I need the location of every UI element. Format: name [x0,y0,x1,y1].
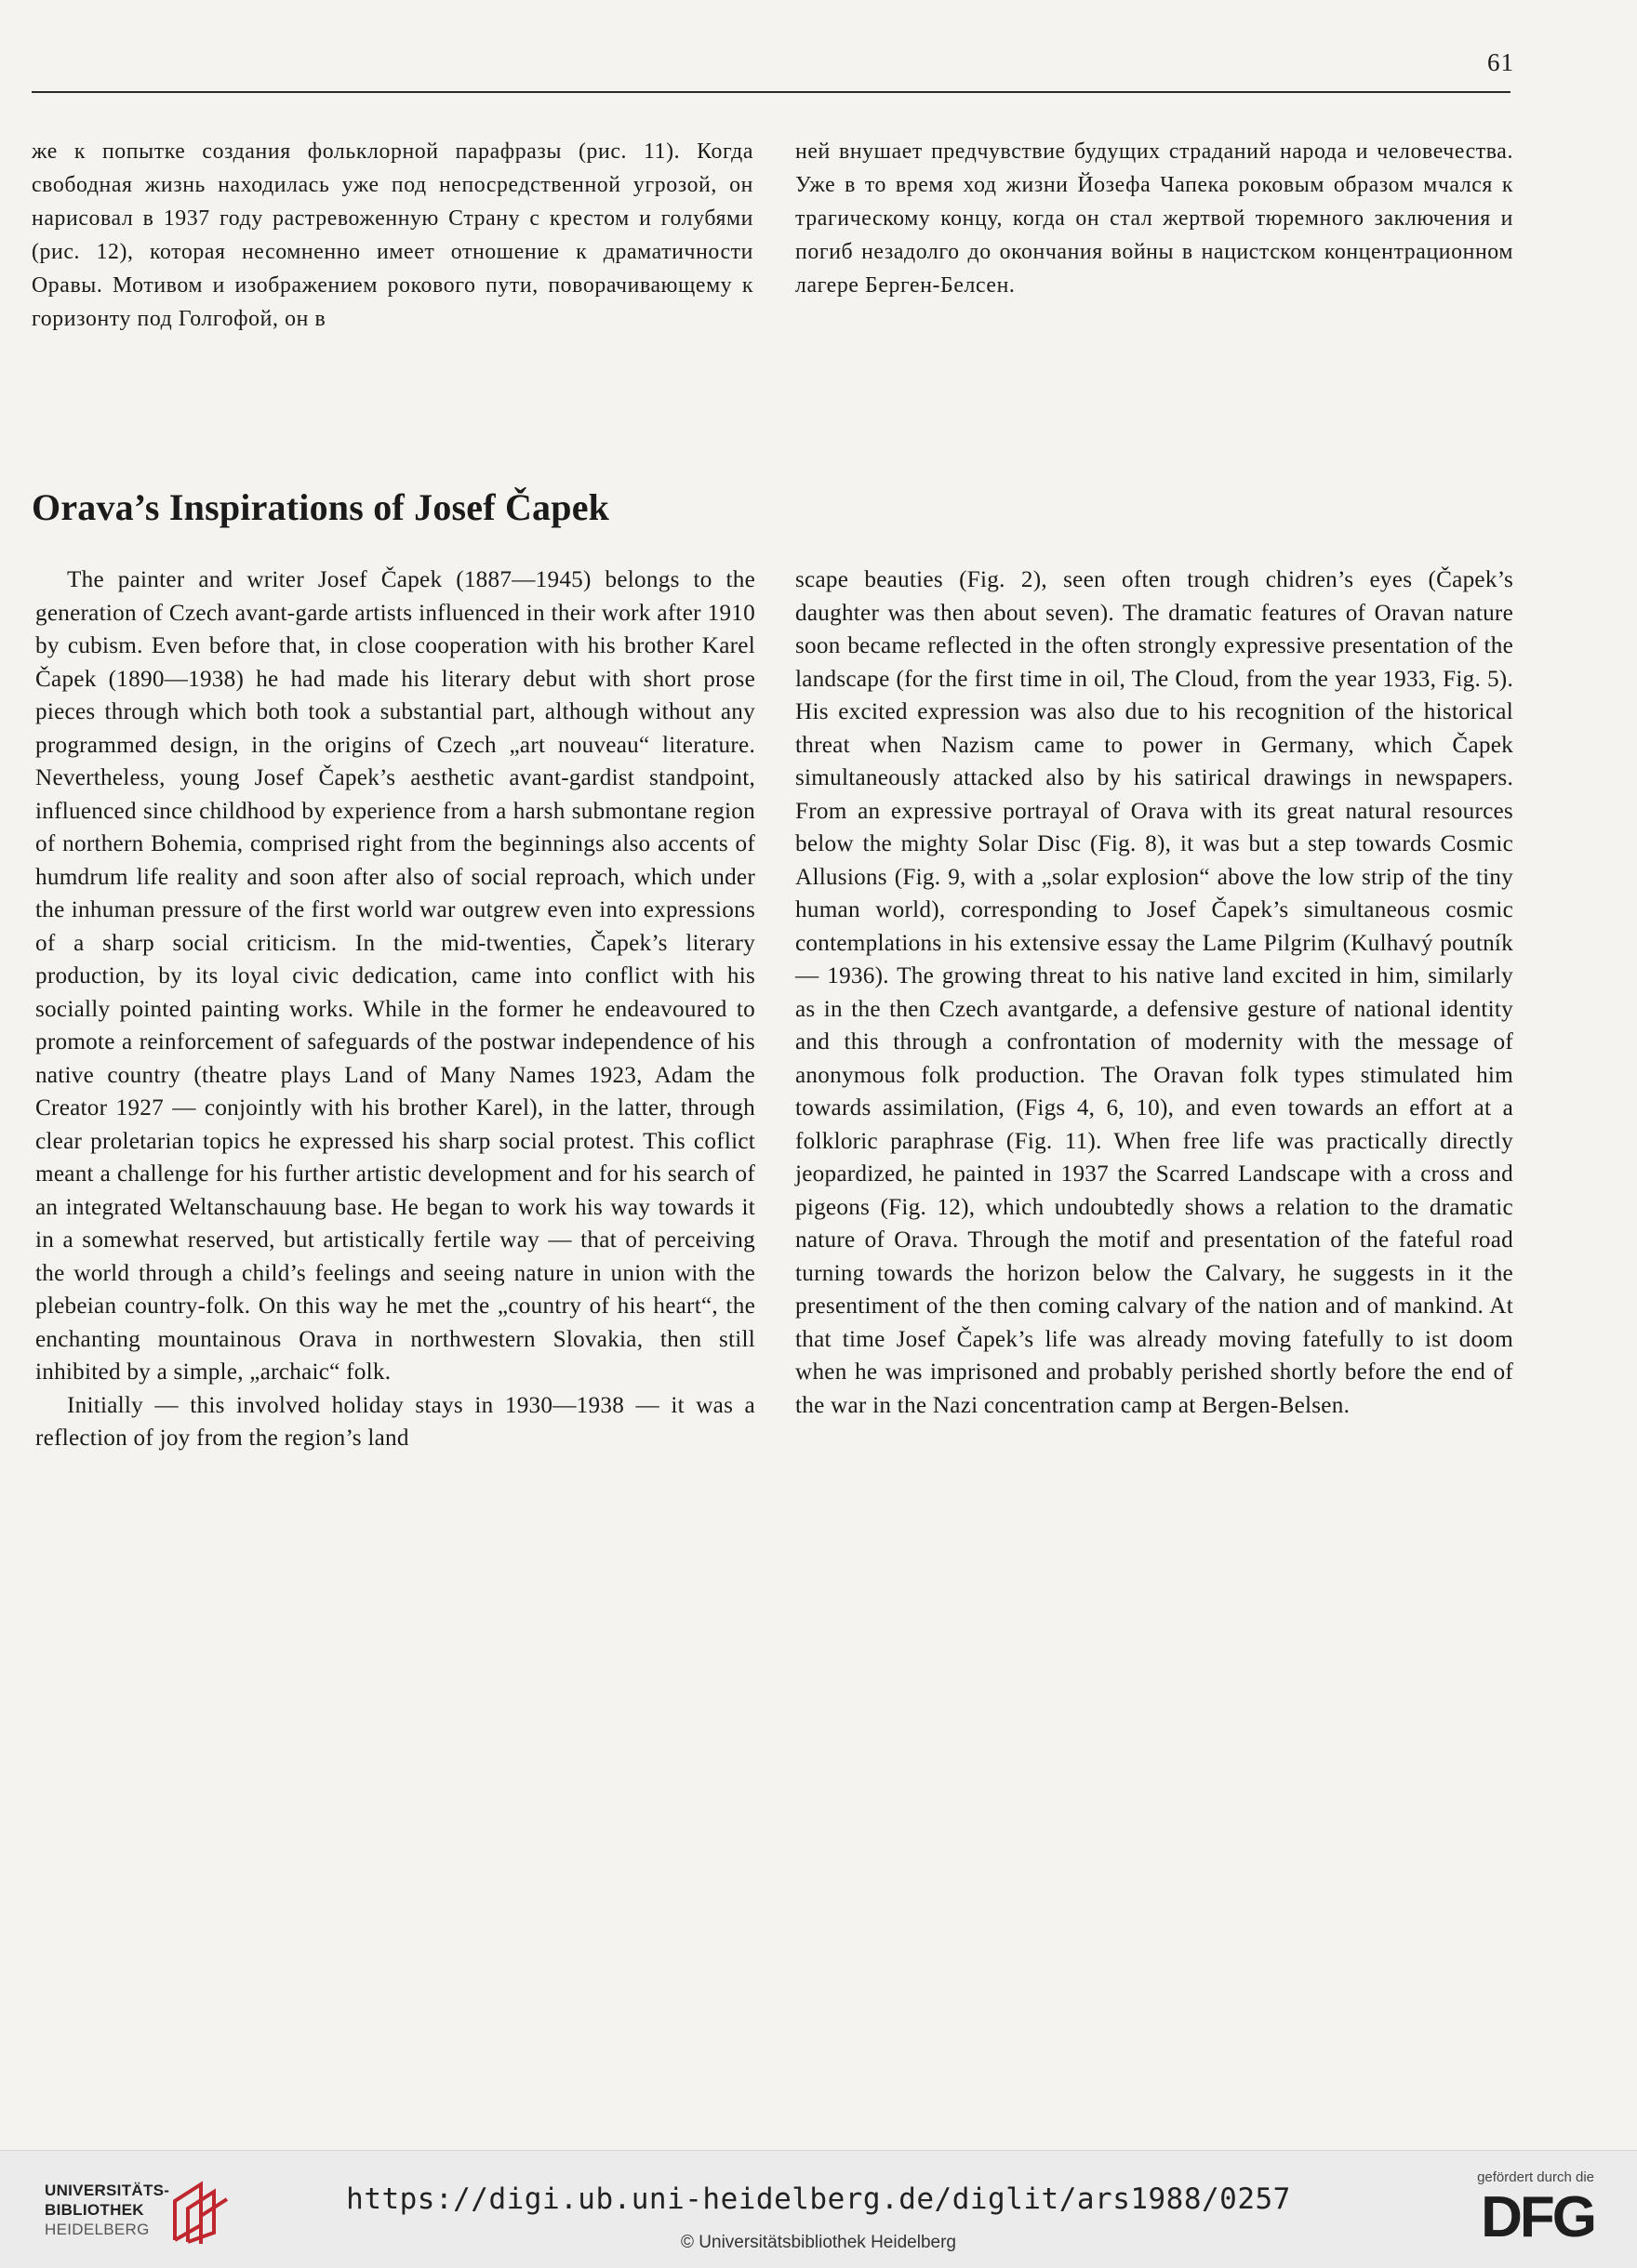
copyright-text: © Universitätsbibliothek Heidelberg [681,2233,956,2252]
ub-logo-line: UNIVERSITÄTS- [45,2182,170,2199]
ub-logo-line: HEIDELBERG [45,2221,150,2238]
ub-logo-line: BIBLIOTHEK [45,2201,144,2219]
russian-column-left [32,135,753,336]
document-url-link[interactable]: https://digi.ub.uni-heidelberg.de/diglit/ars1988/0257 [346,2182,1291,2216]
english-paragraph-continued: scape beauties (Fig. 2), seen often trough chidren’s eyes (Čapek’s daughter was then about seven). The dramatic features of Oravan nature soon became reflected in the often strongly expressive presentation of the landscape (for the first time in oil, The Cloud, from the year 1933, Fig. 5). His excited expression was also due to his recognition of the historical threat when Nazism came to power in Germany, which Čapek simultaneously attacked also by his satirical drawings in newspapers. From an expressive portrayal of Orava with its great natural resources below the mighty Solar Disc (Fig. 8), it was but a step towards Cosmic Allusions (Fig. 9, with a „solar explosion“ above the low strip of the tiny human world), corresponding to Josef Čapek’s simultaneous cosmic contemplations in his extensive essay the Lame Pilgrim (Kulhavý poutník — 1936). The growing threat to his native land excited in him, similarly as in the then Czech avantgarde, a defensive gesture of national identity and this through a confrontation of modernity with the message of anonymous folk production. The Oravan folk types stimulated him towards assimilation, (Figs 4, 6, 10), and even towards an effort at a folkloric paraphrase (Fig. 11). When free life was practically directly jeopardized, he painted in 1937 the Scarred Landscape with a cross and pigeons (Fig. 12), which undoubtedly shows a relation to the dramatic nature of Orava. Through the motif and presentation of the fateful road turning towards the horizon below the Calvary, he suggests in it the presentiment of the then coming calvary of the nation and of mankind. At that time Josef Čapek’s life was already moving fatefully to ist doom when he was imprisoned and probably perished shortly before the end of the war in the Nazi concentration camp at Bergen-Belsen. [795,567,1513,1418]
page-number: 61 [1487,48,1514,76]
russian-column-right [795,135,1513,302]
english-column-left [35,564,755,1455]
viewer-footer [0,2150,1637,2268]
english-paragraph-1: The painter and writer Josef Čapek (1887—1945) belongs to the generation of Czech avant-garde artists influenced in their work after 1910 by cubism. Even before that, in close cooperation with his brother Karel Čapek (1890—1938) he had made his literary debut with short prose pieces through which both took a substantial part, although without any programmed design, in the origins of Czech „art nouveau“ literature. Nevertheless, young Josef Čapek’s aesthetic avant-gardist standpoint, influenced since childhood by experience from a harsh submontane region of northern Bohemia, comprised right from the beginnings also accents of humdrum life reality and soon after also of social reproach, which under the inhuman pressure of the first world war outgrew even into expressions of a sharp social criticism. In the mid-twenties, Čapek’s literary production, by its loyal civic dedication, came into conflict with his socially pointed painting works. While in the former he endeavoured to promote a reinforcement of safeguards of the postwar independence of his native country (theatre plays Land of Many Names 1923, Adam the Creator 1927 — conjointly with his brother Karel), in the latter, through clear proletarian topics he expressed his sharp social protest. This coflict meant a challenge for his further artistic development and for his search of an integrated Weltanschauung base. He began to work his way towards it in a somewhat reserved, but artistically fertile way — that of perceiving the world through a child’s feelings and seeing nature in union with the plebeian country-folk. On this way he met the „country of his heart“, the enchanting mountainous Orava in northwestern Slovakia, then still inhibited by a simple, „archaic“ folk. [35,567,755,1385]
dfg-sponsor-logo[interactable] [1427,2169,1594,2262]
section-title: Orava’s Inspirations of Josef Čapek [32,486,610,528]
russian-paragraph: ней внушает предчувствие будущих страданий народа и человечества. Уже в то время ход жизни Йозефа Чапека роковым образом мчался к трагическому концу, когда он стал жертвой тюремного заключения и погиб незадолго до окончания войны в нацистском концентрационном лагере Берген-Белсен. [795,139,1513,298]
english-column-right [795,564,1513,1422]
dfg-logo-text: DFG [1481,2185,1594,2249]
russian-paragraph: же к попытке создания фольклорной парафразы (рис. 11). Когда свободная жизнь находилась уже под непосредственной угрозой, он нарисовал в 1937 году растревоженную Страну с крестом и голубями (рис. 12), которая несомненно имеет отношение к драматичности Оравы. Мотивом и изображением рокового пути, поворачивающему к горизонту под Голгофой, он в [32,139,753,331]
english-paragraph-2: Initially — this involved holiday stays in 1930—1938 — it was a reflection of joy from the region’s land [35,1392,755,1451]
sponsor-caption: gefördert durch die [1477,2169,1594,2185]
header-rule [32,91,1511,93]
